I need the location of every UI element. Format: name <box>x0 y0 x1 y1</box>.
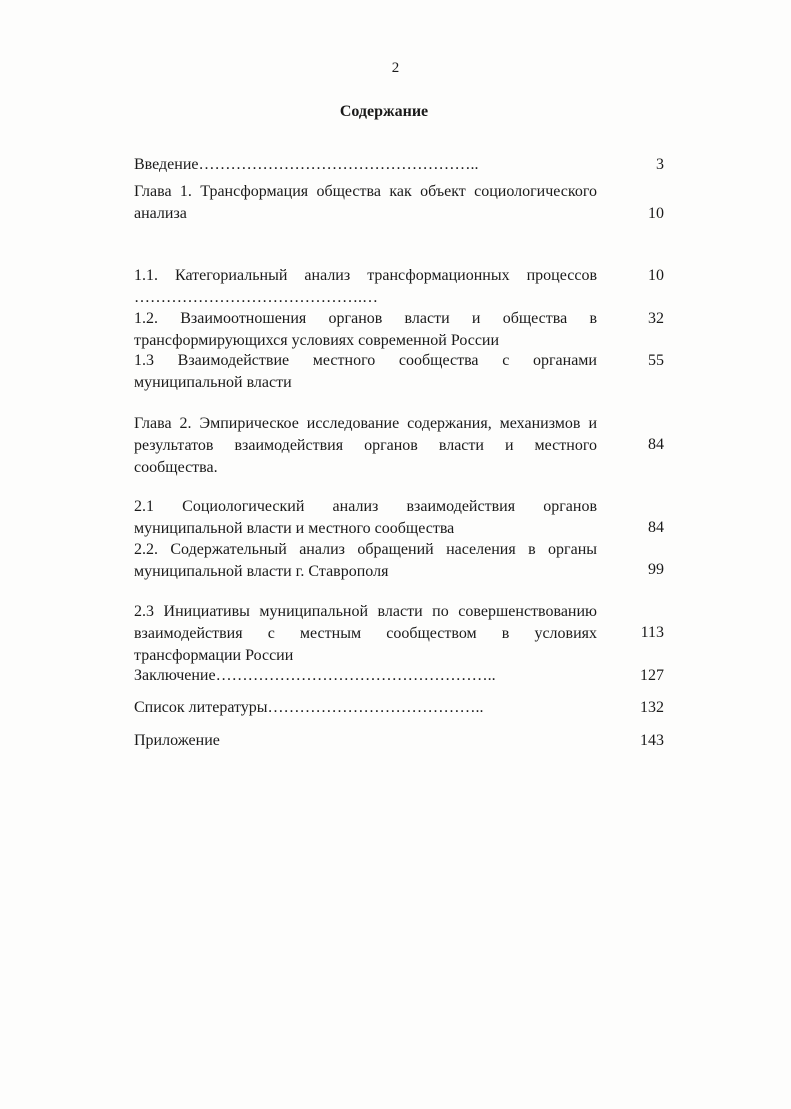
toc-entry-text: Заключение…………………………………………….. <box>134 667 496 684</box>
toc-entry-text: 2.3 Инициативы муниципальной власти по совершенствованию взаимодействия с местным сообществом в условиях трансформации России <box>134 603 597 664</box>
toc-entry-page: 32 <box>648 310 664 327</box>
toc-entry-page: 10 <box>648 205 664 222</box>
toc-entry-text: Введение…………………………………………….. <box>134 156 479 173</box>
toc-entry-page: 99 <box>648 561 664 578</box>
toc-entry-text: Список литературы………………………………….. <box>134 699 484 716</box>
toc-entry-text: Глава 2. Эмпирическое исследование содержания, механизмов и результатов взаимодействия органов власти и местного сообщества. <box>134 415 597 476</box>
toc-entry-text: 1.1. Категориальный анализ трансформационных процессов …………………………………….… <box>134 267 597 306</box>
toc-entry-page: 3 <box>656 156 664 173</box>
toc-entry-page: 55 <box>648 352 664 369</box>
toc-entry-text: 2.1 Социологический анализ взаимодействия органов муниципальной власти и местного сообщества <box>134 498 597 537</box>
toc-entry-text: Глава 1. Трансформация общества как объект социологического анализа <box>134 183 597 222</box>
page-number: 2 <box>391 60 400 76</box>
toc-entry-text: Приложение <box>134 732 220 749</box>
toc-entry-text: 2.2. Содержательный анализ обращений населения в органы муниципальной власти г. Ставрополя <box>134 541 597 580</box>
toc-entry-page: 127 <box>640 667 664 684</box>
toc-entry-page: 84 <box>648 436 664 453</box>
toc-entry-page: 10 <box>648 267 664 284</box>
toc-entry-text: 1.2. Взаимоотношения органов власти и общества в трансформирующихся условиях современной России <box>134 310 597 349</box>
toc-title: Содержание <box>339 103 429 120</box>
toc-entry-page: 132 <box>640 699 664 716</box>
toc-entry-page: 113 <box>640 624 664 641</box>
toc-entry-page: 143 <box>640 732 664 749</box>
toc-entry-text: 1.3 Взаимодействие местного сообщества с органами муниципальной власти <box>134 352 597 391</box>
toc-entry-page: 84 <box>648 519 664 536</box>
